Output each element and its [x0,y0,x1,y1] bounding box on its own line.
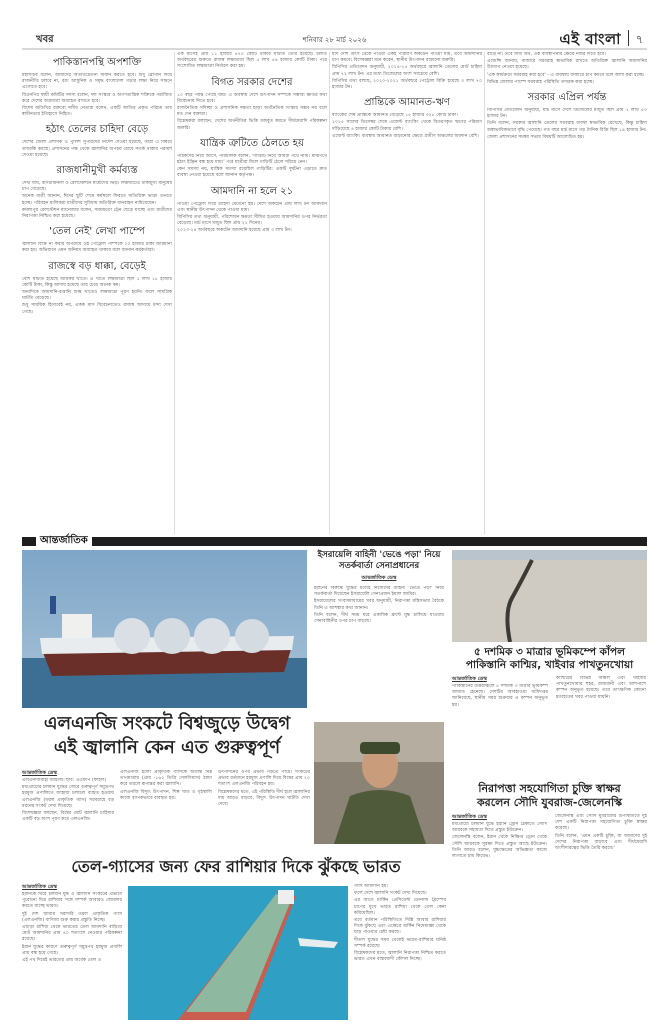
news-story [22,56,172,119]
saudi-story-byline: আন্তর্জাতিক ডেস্ক [452,814,487,820]
news-story [177,137,327,181]
paragraph: 'এক কার্যক্রমে সরবরাহ করা হবে' - এ ব্যবস্থায় বাজারে চাপ কমবে বলে আশা করা হচ্ছে। [487,72,645,78]
paragraph: ২০২৩-২৪ অর্থবছরে অকটেন আমদানি হয়েছে প্রায় ৩ লাখ টন। [177,228,292,234]
story-body [22,73,172,119]
lng-tanker-photo [22,550,307,708]
india-story-column-1 [22,892,122,1012]
story-headline: আমদানি না হলে ২১ [210,185,294,197]
paragraph: যদি দেশি উৎস থেকে পাওয়া একই পরিমাণ অকটেন পাওয়া যায়, তবে আমদানির চাপ কমবে। বিশেষজ্ঞরা মনে করেন, স্থানীয় উৎপাদন বাড়ানো জরুরি। [332,52,482,64]
story-body [22,242,172,255]
saudi-zelensky-story [452,782,647,1022]
saudi-headline-line1: নিরাপত্তা সহযোগিতা চুক্তি স্বাক্ষর [478,782,621,795]
masthead [22,28,647,50]
paragraph: বিপিসির প্রতিবেদন অনুযায়ী, ২০২৪-২৫ অর্থবছরে জ্বালানি তেলের মোট চাহিদা প্রায় ৭২ লাখ টন। এর মধ্যে ডিজেলের অংশ সবচেয়ে বেশি। [332,65,482,77]
paragraph: বিপিসির প্রতিবেদন অনুযায়ী, মার্চ মাসে দেশে ডিজেলের মজুত ছিল প্রায় ২ লাখ ৫০ হাজার টন। [487,108,647,120]
story-body [177,52,327,72]
paragraph: কেন সমস্যা নয়, যান্ত্রিক সমস্যা রয়েছিল গাড়িটির: একটি দুর্ঘটনা এড়াতে দ্রুত ব্যবস্থা নেওয়া হয়েছে বলে জানান কর্তৃপক্ষ। [177,167,327,179]
story-body [177,93,327,133]
story-body [487,108,647,142]
paragraph: তিনি বলেন, সরকার জ্বালানি তেলের সরবরাহ ব্যবস্থা স্বাভাবিক রেখেছে, কিন্তু চাহিদা অস্বাভাবিকভাবে বৃদ্ধি পেয়েছে। গত বছর মার্চ মাসে গড় দৈনিক বিক্রি ছিল ১৯ হাজার টন। [487,121,647,133]
india-story-column-2 [354,884,446,1022]
paragraph: বিএনপির স্থায়ী কমিটির সদস্য বলেন, দল সংস্কার ও অগণতান্ত্রিক শক্তিকে পরাজিত করে দেশের অগ্রযাত্রা অব্যাহত রাখতে হবে। [22,92,172,104]
paragraph: শুধু সাময়িক হিসাবেই নয়, একক মাস বিবেচনাতেও রাজস্ব আদায়ে মন্দা দেখা গেছে। [22,303,172,315]
column-divider [484,52,485,534]
paragraph: ফলে দেশে জ্বালানি সংকট দেখা দিয়েছে। [354,891,427,897]
story-body [487,52,647,87]
paragraph: বেশি ঘাটতি হয়েছে আয়কর খাতে। এ খাতে লক্ষ্যমাত্রা ছিল ১ লাখ ১৮ হাজার কোটি টাকা, কিন্তু আদায় হয়েছে তার চেয়ে অনেক কম। [22,276,172,288]
newspaper-logo [559,28,621,53]
paragraph: পাঠকদের নিয়ে আসে, পরিচালক বলেন, 'গাড়িটি নিয়ে আমরা পথে নামি। মাঝপথে হঠাৎ ইঞ্জিন বন্ধ হয়ে যায়।' পরে যাত্রীরা মিলে গাড়িটি ঠেলে সরিয়ে নেন। [177,153,327,166]
paragraph: অন্যদিকে আমদানি-রপ্তানি শুল্ক খাতেও লক্ষ্যমাত্রা পূরণ হয়নি। ফলে সামগ্রিক ঘাটতি বেড়েছে। [22,290,172,302]
paragraph: শীতল যুদ্ধের সময় থেকেই ভারত-রাশিয়ার ঘনিষ্ঠ সম্পর্ক রয়েছে। [354,937,446,949]
lng-story-byline: আন্তর্জাতিক ডেস্ক [22,770,57,776]
news-story [22,260,172,317]
quake-story-column-2 [556,676,646,726]
saudi-story-column-1 [452,822,547,1012]
paragraph: উৎপাদনের ওপর প্রভাব পড়তে পারে। সংকটের প্রভাব বর্তমানে হরমুজ প্রণালি দিয়ে বিশ্বের প্রায় ২০ শতাংশ এলএনজি পরিবহন হয়। [218,770,310,788]
oil-tanker-photo [128,886,348,1020]
story-body [177,154,327,181]
quake-story-byline: আন্তর্জাতিক ডেস্ক [452,676,487,682]
army-chief-photo [314,722,444,844]
paragraph: ব্যাংকের শেষ প্রান্তিকে আমানত বেড়েছে ১৫ হাজার ৩২৮ কোটি টাকা। [332,113,458,119]
paragraph: দুই দেশ আবার সরাসরি তরল প্রাকৃতিক গ্যাস (এলএনজি) বাণিজ্য শুরু করার প্রস্তুতি নিচ্ছে। [22,911,122,923]
india-story-headline: তেল-গ্যাসের জন্য ফের রাশিয়ার দিকে ঝুঁকছে ভারত [71,857,401,876]
news-story [332,52,482,92]
lng-headline-line2: এই জ্বালানি কেন এত গুরুত্বপূর্ণ [53,737,281,758]
lng-story-body [22,770,312,852]
section-label-international: আন্তর্জাতিক [36,535,92,547]
paragraph: ইসরায়েলের সংবাদমাধ্যমের খবর অনুযায়ী, নিরাপত্তা মন্ত্রিসভার বৈঠকে তিনি এ আশঙ্কার কথা জানান। [314,599,444,611]
news-column-1 [22,52,172,534]
paragraph: বাড়ে না। তবে সাধ্য অর্থ, এক ব্যবস্থাপনার ক্ষেত্রে নজর দিতে হবে। [487,52,606,57]
saudi-headline-line2: করলেন সৌদি যুবরাজ-জেলেনস্কি [476,796,623,809]
israel-story-byline: আন্তর্জাতিক ডেস্ক [361,575,397,581]
paragraph: মহাসচিব বলেন, আমাদের অতীতচেতনা অর্জন করতে হবে। শুধু স্লোগান দিয়ে রাজনীতি চলবে না, বরং আধুনিক ও সমৃদ্ধ বাংলাদেশ গড়ার লক্ষ্য নিয়ে সামনে এগোতে হবে। [22,73,172,91]
masthead-divider [628,30,629,46]
india-story-column-1-box [22,884,122,1024]
paragraph: ১০ বছর পর্যন্ত পৌঁছে যায়। এ অবস্থায় দেশে উৎপাদন সম্পর্কে সম্ভাব্য ক্ষতির কথা বিবেচনায় নিতে হবে। [177,92,327,104]
israel-story-headline: ইসরায়েলি বাহিনী 'ভেঙে পড়া' নিয়ে সতর্কবার্তা সেনাপ্রধানের [317,550,441,571]
news-story [487,52,647,87]
saudi-story-column-2 [555,814,647,1014]
story-body [22,140,172,160]
paragraph: কাশ্মিরের বিভিন্ন অঞ্চল এবং খাইবার পাখতুনখোয়ার শহর, রাজধানী এবং আশপাশে কম্পন অনুভূত হয়েছে। তবে তাৎক্ষণিক কোনো হতাহতের খবর পাওয়া যায়নি। [556,676,646,700]
section-name: খবর [36,34,54,45]
israel-army-story [314,550,444,718]
paragraph: বিপিসির তথ্য বলছে, ২০২০-২০২১ অর্থবছরে পেট্রোল বিক্রি হয়েছে ৩ লাখ ৭০ হাজার টন। [332,78,482,91]
news-story [22,123,172,160]
india-story-byline: আন্তর্জাতিক ডেস্ক [22,884,57,890]
news-story [177,52,327,72]
logo-text: এই বাংলা [559,30,621,48]
paragraph: তিনি বলেন, দীর্ঘ সময় ধরে একাধিক ফ্রন্টে যুদ্ধ চালিয়ে যাওয়ায় সেনাবাহিনীর ওপর চাপ বাড়ছে। [314,612,444,625]
story-body [22,181,172,221]
lng-story-column-3 [218,770,310,852]
paragraph: বিশ্লেষকদের মতে, এই পরিস্থিতি দীর্ঘ হলে জ্বালানির দাম আরও বাড়বে, বিদ্যুৎ উৎপাদন ঘাটতি দেখা দেবে। [218,789,310,808]
earthquake-crack-photo [452,550,647,642]
paragraph: এলএনজিবাহী জাহাজ। ছবি: এএফপি (ফাইল) [22,778,107,783]
paragraph: কমলাপুর রেলস্টেশন ম্যানেজার বলেন, সময়মতো ট্রেন ছেড়ে যাচ্ছে এবং যাত্রীদের নিরাপত্তা নিশ্চিত করা হয়েছে। [22,207,172,220]
story-headline: রাজস্বে বড় ধাক্কা, বেড়েই [48,260,146,272]
news-story [22,225,172,255]
news-story [177,76,327,133]
news-column-2 [177,52,327,534]
paragraph: ইরানকে ঘিরে চলমান যুদ্ধ ও জ্বালানি সংকটের প্রভাবে পুরোনো মিত্র রাশিয়ার সঙ্গে সম্পর্ক আবারও জোরদার করতে যাচ্ছে ভারত। [22,892,122,910]
column-divider [174,52,175,534]
story-headline: বিগত সরকার দেশের [211,76,293,88]
lng-story-column-1 [22,778,114,850]
paragraph: বিশেষ অতিথির বক্তব্যে দলীয় নেতারা বলেন, একটি জাতির প্রকৃত পরিচয় তার স্বাধীনতার ইতিহাসে নিহিত। [22,106,172,118]
paragraph: বিপিসির তথ্য অনুযায়ী, পরিশোধন ক্ষমতা সীমিত হওয়ায় আমদানির ওপর নির্ভরতা বেড়েছে। মার্চ মাসে মজুত ছিল প্রায় ২১ দিনের। [177,215,327,227]
india-story-headline-box [22,856,450,878]
page-number: ৭ [635,33,643,46]
story-body [332,113,482,141]
paragraph: তিনি বলেন, 'এমন একটি চুক্তি, যা আমাদের দুই দেশের নিরাপত্তা বাড়াবে এবং দীর্ঘমেয়াদি অংশীদারত্বের ভিত্তি তৈরি করবে।' [555,833,647,852]
paragraph: এলএনজি বিদ্যুৎ উৎপাদন, শিল্প খাত ও গৃহস্থালি কাজে ব্যাপকভাবে ব্যবহৃত হয়। [120,789,212,801]
quake-headline-line1: ৫ দশমিক ৩ মাত্রার ভূমিকম্পে কাঁপল [474,646,625,658]
news-story [487,91,647,142]
paragraph: ইরানের বিরুদ্ধে যুদ্ধের মধ্যেই নিজেদের বাহিনী 'ভেঙে পড়া' নিয়ে সতর্কবার্তা দিয়েছেন ইসরায়েলি সেনাপ্রধান ইয়াল জামির। [314,586,444,598]
story-headline: সরকার এপ্রিল পর্যন্ত [527,92,607,104]
lng-story-column-2 [120,770,212,852]
story-body [332,52,482,92]
story-headline: রাজধানীমুখী কর্মব্যস্ত [56,165,138,177]
news-column-4 [487,52,647,534]
paragraph: বিশ্লেষকদের মতে, জ্বালানি নিরাপত্তা নিশ্চিত করতে ভারত এখন বাস্তববাদী কৌশল নিচ্ছে। [354,951,446,963]
quake-story-column-1 [452,684,548,724]
quake-headline-line2: পাকিস্তানি কাশ্মির, খাইবার পাখতুনখোয়া [465,659,634,671]
story-body [22,277,172,317]
paragraph: মধ্যপ্রাচ্যের চলমান যুদ্ধের জেরে গুরুত্বপূর্ণ সমুদ্রপথ হরমুজ প্রণালিতে জাহাজ চলাচল ব্যাহত হওয়ায় এলএনজি (তরল প্রাকৃতিক গ্যাস) সরবরাহে বড় ধরনের সংকট দেখা দিয়েছে। [22,785,114,809]
story-headline: হঠাৎ তেলের চাহিদা বেড়ে [45,124,149,136]
paragraph: এলএনজি হলো প্রাকৃতিক গ্যাসকে অত্যন্ত নিম্ন তাপমাত্রায় (প্রায় -১৬২ ডিগ্রি সেলসিয়াস) ঠান্ডা করে তরলে রূপান্তর করা জ্বালানি। [120,770,212,788]
lng-story-headline [22,712,312,760]
paragraph: অনেক যাত্রী জানান, ঈদের ছুটি শেষে কর্মস্থলে ফিরতে অতিরিক্ত ভাড়া গুনতে হচ্ছে। পরিবহন মালিকরা যাত্রীদের সুবিধায় অতিরিক্ত যানবাহন নামিয়েছেন। [22,194,172,206]
paragraph: পাওয়া পেট্রোল দিয়ে চাহিদা মেটানো হয়। দেশে অকটেন প্রায় লাখ টন আমদানি এবং স্থানীয় উৎপাদন থেকে পাওয়া যায়। [177,201,327,213]
paragraph: তবে বর্তমান পরিস্থিতিতে দিল্লি আবার রাশিয়ার দিকে ঝুঁকছে এবং এক্ষেত্রে মার্কিন নিষেধাজ্ঞা থেকে ছাড় পাওয়ার চেষ্টা করছে। [354,918,446,936]
top-news-section [22,52,647,534]
paragraph: বিশেষজ্ঞরা বলছেন, বিশ্বের মোট জ্বালানি চাহিদার একটি বড় অংশ পূরণ করে এলএনজি। [22,811,114,823]
lng-headline-line1: এলএনজি সংকটে বিশ্বজুড়ে উদ্বেগ [43,713,291,734]
news-story [22,164,172,221]
paragraph: এই পথ দিয়েই ভারতের প্রায় অর্ধেক তেল ও [22,958,102,964]
paragraph: ইরান যুদ্ধের কারণে গুরুত্বপূর্ণ সমুদ্রপথ হরমুজ প্রণালি প্রায় বন্ধ হয়ে গেছে। [22,944,122,956]
story-headline: যান্ত্রিক ত্রুটিতে ঠেলতে হয় [200,137,304,149]
news-story [332,96,482,141]
news-column-3 [332,52,482,534]
issue-date: শনিবার ২৮ মার্চ ২০২৬ [302,36,367,44]
paragraph: জেলা প্রশাসনের সমন্বয় সভায় বিষয়টি আলোচিত হয়। [487,134,585,140]
paragraph: এর আগে মার্কিন প্রেসিডেন্ট ডোনাল্ড ট্রাম্পের চাপের মুখে ভারত রাশিয়া থেকে তেল কেনা কমিয়েছিল। [354,898,446,916]
israel-story-body [314,586,444,706]
story-headline: পাকিস্তানপন্থি অপশক্তি [52,57,142,68]
paragraph: রাজনৈতিক সদিচ্ছা ও প্রশাসনিক দক্ষতা ছাড়া অর্থনৈতিক সংস্কার সম্ভব নয় বলে মত দেন বক্তারা। [177,106,327,118]
paragraph: এক মাসেই প্রায় ১১ হাজার ৪৭০ কোটি টাকার ঘাটতি তৈরি হয়েছে। চলতি অর্থবছরের শুরুতে রাজস্ব লক্ষ্যমাত্রা ছিল ৫ লাখ ৫৪ হাজার কোটি টাকা। পরে সংশোধিত লক্ষ্যমাত্রা নির্ধারণ করা হয়। [177,52,327,70]
paragraph: মধ্যপ্রাচ্যে চলমান যুদ্ধে ইরানি ড্রোন ঠেকাতে সৌদি আরবকে সহায়তা দিতে প্রস্তুত ইউক্রেন। [452,822,547,834]
paragraph: জ্বালানি বিক্রি না করার অপরাধে ওই পেট্রোল পাম্পকে ২০ হাজার টাকা জরিমানা করা হয়। অভিযানে এমন অনিয়ম অব্যাহত থাকবে বলে জানান কর্মকর্তারা। [22,242,172,254]
paragraph: গ্যাস আমদানি হয়। [354,884,389,889]
paragraph: দেশের জেলা প্রশাসক ও পুলিশ সুপারদের নির্দেশ দেওয়া হয়েছে, তারা এ বিষয়ে তদারকি করছে। প্রশাসনের পক্ষ থেকে জ্বালানির অপচয় রোধে সতর্ক থাকার পরামর্শ দেওয়া হয়েছে। [22,140,172,158]
earthquake-story [452,646,647,706]
paragraph: পাকিস্তানের উত্তরাঞ্চলে ৫ দশমিক ৩ মাত্রার ভূমিকম্প আঘাত হেনেছে। দেশটির আবহাওয়া অধিদপ্তর জানিয়েছে, স্থানীয় সময় শুক্রবার এ কম্পন অনুভূত হয়। [452,684,548,708]
story-headline: প্রান্তিকে আমানত-ঋণ [364,97,450,109]
news-story [177,185,327,236]
paragraph: এছাড়া রাশিয়া থেকে ভারতের তেল আমদানি বাড়িয়ে মোট আমদানির প্রায় ৪০ শতাংশে নেওয়ার পরিকল্পনা রয়েছে। [22,925,122,943]
paragraph: দেখা যায়, বাসটার্মিনাল ও রেলস্টেশনে যাত্রীদের ভিড়। লঞ্চঘাটেও ঢাকামুখী মানুষের চাপ বেড়েছে। [22,181,172,193]
paragraph: এজেন্সি জানায়, বাজারে সরবরাহ স্বাভাবিক রাখতে অতিরিক্ত জ্বালানি আমদানির উদ্যোগ নেওয়া হয়েছে। [487,59,647,71]
paragraph: এজেন্ট ব্যাংকিং ব্যবস্থায় আমানত বাড়ানোর ক্ষেত্রে গ্রামীণ অঞ্চলের অবদান বেশি। [332,133,479,139]
paragraph: বিভিন্ন জেলার পাম্পে সরবরাহ পরিস্থিতি তদারক করা হচ্ছে। [487,79,595,85]
paragraph: ২০২৫ সালের ডিসেম্বর শেষে এজেন্ট ব্যাংকিং থেকে বিতরণকৃত ঋণের পরিমাণ দাঁড়িয়েছে ৪ হাজার কোটি টাকার বেশি। [332,120,482,132]
story-body [177,202,327,236]
paragraph: জেলেনস্কি বলেন, ইরান থেকে নিক্ষিপ্ত ড্রোন থেকে সৌদি আরবকে সুরক্ষা দিতে প্রস্তুত আছে ইউক্রেন। তিনি আরও বলেন, যুদ্ধক্ষেত্রের অভিজ্ঞতা কাজে লাগাতে চায় কিয়েভ। [452,835,547,860]
paragraph: জেলেনস্কি এবং সৌদি যুবরাজের উপস্থিতিতে দুই দেশ একটি নিরাপত্তা সহযোগিতা চুক্তি স্বাক্ষর করেছে। [555,814,647,832]
column-divider [329,52,330,534]
newspaper-page [22,0,647,1024]
story-headline: 'তেল নেই' লেখা পাম্পে [49,226,145,238]
international-section-bar [22,537,647,546]
paragraph: বিশ্লেষকরা বলছেন, দেশের অর্থনীতির ভিত্তি মজবুত করতে দীর্ঘমেয়াদি পরিকল্পনা জরুরি। [177,119,327,131]
